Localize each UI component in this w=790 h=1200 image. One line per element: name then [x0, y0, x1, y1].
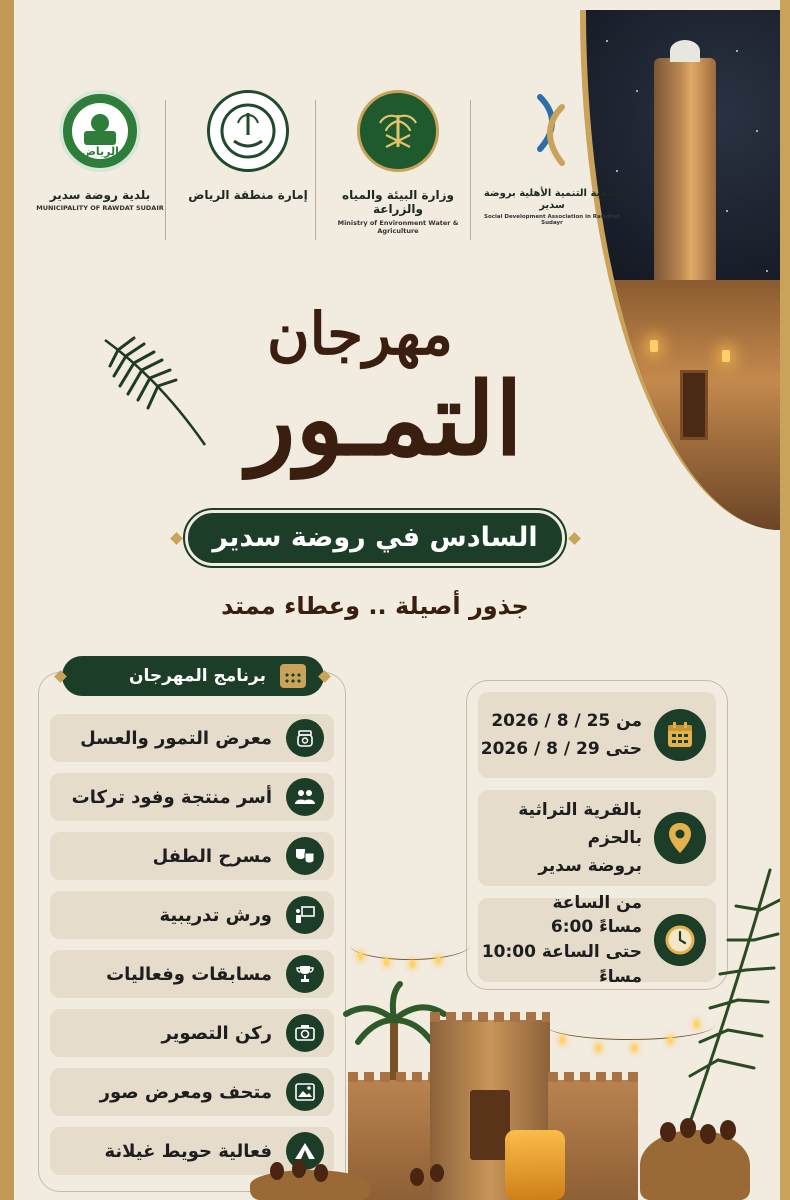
municipality-name: بلدية روضة سدير [49, 188, 151, 202]
date-from: من 25 / 8 / 2026 [491, 710, 642, 731]
municipality-emblem-icon [59, 90, 141, 172]
night-village-illustration [580, 10, 780, 530]
municipality-name-en: MUNICIPALITY OF RAWDAT SUDAIR [36, 204, 164, 213]
program-item: متحف ومعرض صور [50, 1068, 334, 1116]
title-line-1: مهرجان [267, 300, 453, 368]
association-emblem-icon [511, 90, 593, 172]
calendar-icon [654, 709, 706, 761]
location-line-2: بروضة سدير [538, 856, 642, 877]
ministry-logo [328, 90, 468, 235]
trophy-icon [286, 955, 324, 993]
program-item: فعالية حويط غيلانة [50, 1127, 334, 1175]
ministry-palm-emblem-icon [357, 90, 439, 172]
edition-banner: السادس في روضة سدير [185, 510, 565, 566]
title-line-2: التمـور [247, 360, 523, 478]
location-line-1: بالقرية التراثية بالحزم [518, 799, 642, 848]
honey-jar-icon [286, 719, 324, 757]
time-line-3: حتى الساعة 10:00 مساءً [481, 942, 642, 987]
theater-masks-icon [286, 837, 324, 875]
logos-header [30, 90, 620, 250]
program-heading-text: برنامج المهرجان [129, 666, 266, 686]
svg-text:الرياض: الرياض [81, 145, 119, 158]
people-icon [286, 778, 324, 816]
honey-jar-illustration [505, 1130, 565, 1200]
program-heading [62, 656, 324, 696]
dates-row [478, 692, 716, 778]
association-logo [482, 90, 622, 226]
program-item: مسابقات وفعاليات [50, 950, 334, 998]
ministry-name: وزارة البيئة والمياه والزراعة [341, 188, 455, 217]
program-item: ورش تدريبية [50, 891, 334, 939]
ministry-name-en: Ministry of Environment Water & Agriculture [337, 218, 459, 235]
emirate-emblem-icon [207, 90, 289, 172]
emirate-name: إمارة منطقة الرياض [188, 188, 308, 202]
calendar-icon [280, 664, 306, 688]
camera-icon [286, 1014, 324, 1052]
association-name-en: Social Development Association in Rawdhat Sudayr [483, 214, 621, 226]
tagline: جذور أصيلة .. وعطاء ممتد [221, 592, 529, 620]
program-item: ركن التصوير [50, 1009, 334, 1057]
time-line-1: من الساعة [552, 892, 642, 913]
date-to: حتى 29 / 8 / 2026 [480, 739, 642, 759]
door-illustration [680, 370, 708, 440]
program-item: أسر منتجة وفود تركات [50, 773, 334, 821]
program-item: معرض التمور والعسل [50, 714, 334, 762]
presentation-icon [286, 896, 324, 934]
emirate-logo [178, 90, 318, 202]
association-name: جمعية التنمية الأهلية بروضة سدير [483, 188, 621, 211]
time-line-2: 6:00 مساءً [550, 917, 642, 938]
program-item: مسرح الطفل [50, 832, 334, 880]
picture-icon [286, 1073, 324, 1111]
municipality-logo [30, 90, 170, 212]
